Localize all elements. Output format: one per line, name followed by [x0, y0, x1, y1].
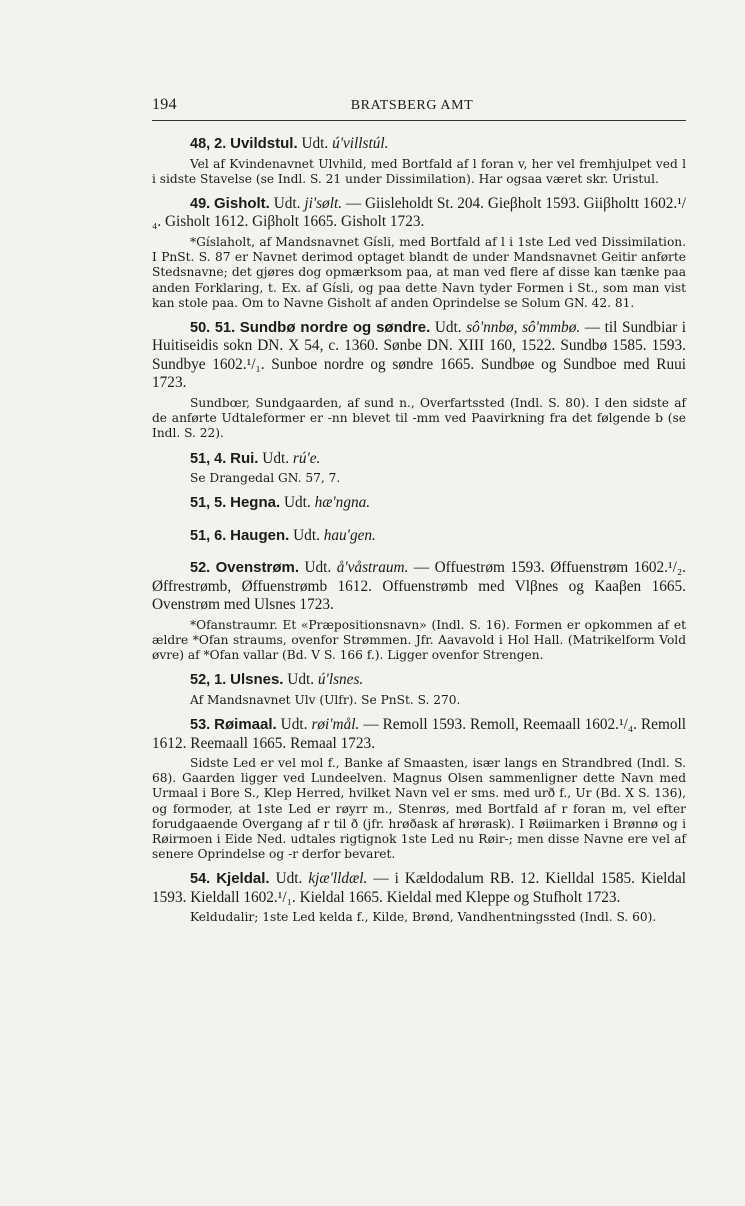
entry-headline	[152, 450, 686, 469]
entry-headline	[152, 559, 686, 615]
entry-note: *Gíslaholt, af Mandsnavnet Gísli, med Bortfald af l i 1ste Led ved Dissimilation. I PnSt. S. 87 er Navnet derimod optaget blandt de under Mandsnavnet Geitir anførte Stedsnavne; det gjøres dog opmærksom paa, at man ved flere af disse kan tænke paa anden Forklaring, t. Ex. af Gísli, og paa dette Navn tyder Formen i St., som man vist kan stole paa. Om to Navne Gisholt af anden Oprindelse se Solum GN. 42. 81.	[152, 234, 686, 310]
entry-name: Uvildstul.	[230, 135, 298, 152]
pronunciation: rú'e.	[292, 449, 321, 467]
entry-number: 51, 5.	[190, 495, 227, 512]
entry-51-4	[152, 450, 686, 487]
running-title: BRATSBERG AMT	[350, 98, 474, 113]
entry-number: 50. 51.	[190, 319, 236, 336]
udt-label: Udt.	[287, 671, 315, 689]
pronunciation: å'våstraum.	[336, 559, 409, 577]
udt-label: Udt.	[262, 449, 290, 467]
entry-forms: — til Sundbiar i Huitiseidis sokn DN. X 54, c. 1360. Sønbe DN. XIII 160, 1522. Sundbø 1585. 1593. Sundbye 1602.¹/₁. Sunboe nordre og søndre 1665. Sundbøe og Sundboe med Ruui 1723.	[152, 318, 687, 392]
entry-number: 53.	[190, 717, 211, 734]
entry-54	[152, 870, 686, 925]
running-head	[152, 96, 686, 118]
page-number: 194	[152, 96, 177, 113]
entry-number: 52, 1.	[190, 672, 227, 689]
pronunciation: ú'lsnes.	[317, 671, 364, 689]
entry-52-1	[152, 671, 686, 708]
entry-headline	[152, 870, 686, 907]
udt-label: Udt.	[280, 716, 308, 734]
udt-label: Udt.	[293, 526, 320, 544]
pronunciation: kjæ'lldæl.	[308, 870, 368, 888]
entry-note: Sundbœr, Sundgaarden, af sund n., Overfartssted (Indl. S. 80). I den sidste af de anførte Udtaleformer er -nn blevet til -mm ved Paavirkning fra det følgende b (se Indl. S. 22).	[152, 395, 686, 441]
pronunciation: sô'nnbø, sô'mmbø.	[466, 318, 581, 336]
entry-number: 49.	[190, 195, 211, 212]
pronunciation: hæ'ngna.	[314, 494, 371, 512]
entry-number: 54.	[190, 871, 211, 888]
document-page	[152, 96, 686, 934]
entry-name: Hegna.	[230, 494, 281, 512]
entry-headline	[152, 195, 686, 232]
entry-note: Af Mandsnavnet Ulv (Ulfr). Se PnSt. S. 270.	[190, 692, 461, 707]
entry-name: Kjeldal.	[216, 870, 270, 888]
entry-number: 48, 2.	[190, 136, 227, 152]
entry-note: *Ofanstraumr. Et «Præpositionsnavn» (Indl. S. 16). Formen er opkommen af et ældre *Ofan straums, ovenfor Strømmen. Jfr. Aavavold i Hol Hall. (Matrikelform Vold øvre) af *Ofan vallar (Bd. V S. 166 f.). Ligger ovenfor Strengen.	[152, 617, 686, 663]
entry-50-51	[152, 319, 686, 442]
udt-label: Udt.	[301, 135, 329, 152]
pronunciation: hau'gen.	[323, 526, 376, 544]
entry-headline	[152, 135, 686, 154]
udt-label: Udt.	[273, 194, 301, 212]
udt-label: Udt.	[283, 494, 311, 512]
pronunciation: røi'mål.	[311, 716, 360, 734]
entry-name: Ulsnes.	[230, 671, 284, 689]
entry-48-2	[152, 135, 686, 187]
entry-name: Gisholt.	[214, 194, 270, 212]
pronunciation: ji'sølt.	[304, 194, 343, 212]
entry-name: Haugen.	[230, 526, 290, 544]
entry-name: Ovenstrøm.	[215, 559, 299, 577]
entry-forms: — i Kældodalum RB. 12. Kielldal 1585. Kieldal 1593. Kieldall 1602.¹/₁. Kieldal 1665. Kieldal med Kleppe og Stufholt 1723.	[152, 870, 687, 906]
entry-51-5	[152, 494, 686, 513]
entry-note: Sidste Led er vel mol f., Banke af Smaasten, især langs en Strandbred (Indl. S. 68). Gaarden ligger ved Lundeelven. Magnus Olsen sammenligner dette Navn med Urmaal i Bore S., Klep Herred, hvilket Navn vel er sms. med urð f., Ur (Bd. X S. 136), og formoder, at 1ste Led er røyrr m., Stenrøs, med Bortfald af r foran m, vel efter forudgaaende Overgang af r til ð (jfr. hrøðask af hrørask). I Røiimarken i Brønnø og i Røirmoen i Eide Ned. udtales rigtignok 1ste Led nu Røir-; men disse Navne ere vel af senere Oprindelse og -r derfor bevaret.	[152, 756, 686, 862]
entry-list	[152, 135, 686, 926]
entry-51-6	[152, 527, 686, 546]
udt-label: Udt.	[304, 559, 332, 577]
header-rule	[152, 120, 686, 121]
entry-number: 51, 4.	[190, 450, 227, 467]
entry-49	[152, 195, 686, 311]
entry-52	[152, 559, 686, 663]
entry-forms: — Offuestrøm 1593. Øffuenstrøm 1602.¹/₂. Øffrestrømb, Øffuenstrømb 1612. Offuenstrømb med Vlβnes og Kaaβen 1665. Ovenstrøm med Ulsnes 1723.	[152, 559, 686, 614]
entry-name: Sundbø nordre og søndre.	[239, 318, 431, 336]
entry-headline	[152, 319, 686, 393]
pronunciation: ú'villstúl.	[332, 135, 389, 152]
entry-note: Se Drangedal GN. 57, 7.	[190, 471, 341, 486]
entry-number: 52.	[190, 560, 211, 577]
entry-headline	[152, 671, 686, 690]
entry-number: 51, 6.	[190, 527, 227, 544]
entry-forms: — Giisleholdt St. 204. Gieβholt 1593. Giiβholtt 1602.¹/₄. Gisholt 1612. Giβholt 1665. Gisholt 1723.	[152, 194, 687, 231]
entry-53	[152, 716, 686, 862]
entry-name: Røimaal.	[214, 716, 277, 734]
entry-headline	[152, 716, 686, 753]
entry-headline	[152, 527, 686, 546]
entry-headline	[152, 494, 686, 513]
entry-forms: — Remoll 1593. Remoll, Reemaall 1602.¹/₄. Remoll 1612. Reemaall 1665. Remaal 1723.	[152, 716, 687, 752]
udt-label: Udt.	[434, 318, 462, 336]
entry-name: Rui.	[230, 449, 259, 467]
udt-label: Udt.	[275, 870, 303, 888]
entry-note: Vel af Kvindenavnet Ulvhild, med Bortfald af l foran v, her vel fremhjulpet ved l i sidste Stavelse (se Indl. S. 21 under Dissimilation). Har ogsaa været skr. Uristul.	[152, 156, 686, 186]
entry-note: Keldudalir; 1ste Led kelda f., Kilde, Brønd, Vandhentningssted (Indl. S. 60).	[190, 910, 657, 925]
